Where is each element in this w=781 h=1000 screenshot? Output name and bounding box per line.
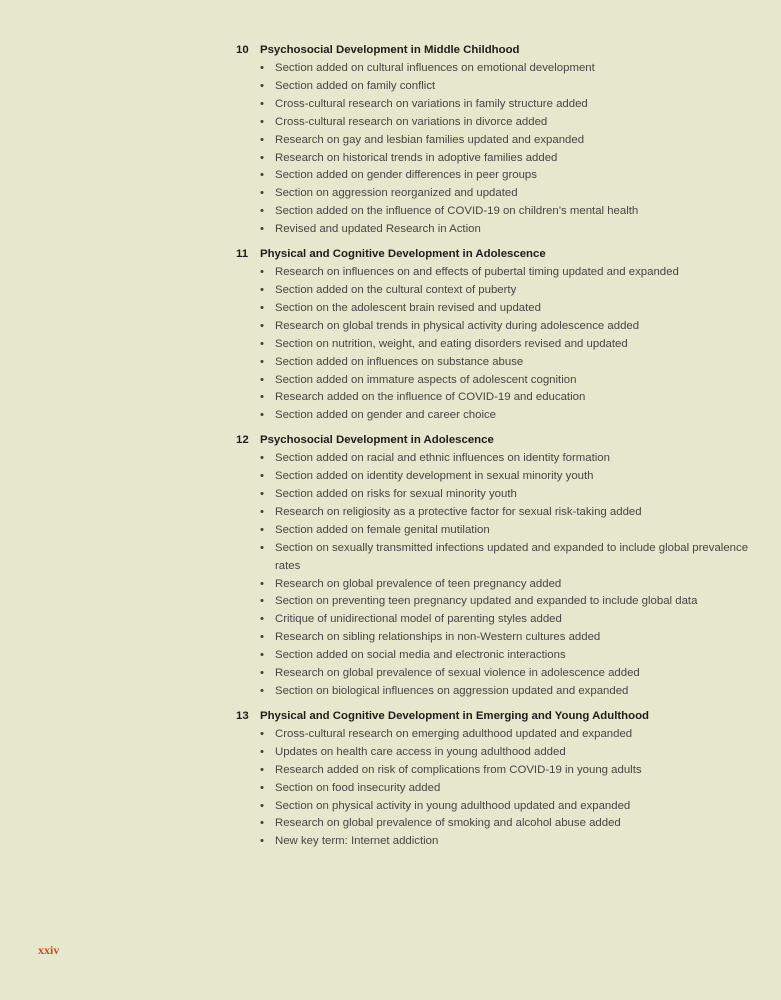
list-item: • Section added on female genital mutilation: [260, 522, 756, 540]
list-item: • Research on influences on and effects of pubertal timing updated and expanded: [260, 264, 756, 282]
list-item: • Updates on health care access in young adulthood added: [260, 744, 756, 762]
chapter-section: [236, 707, 756, 851]
list-item: • New key term: Internet addiction: [260, 833, 756, 851]
list-item: • Section on food insecurity added: [260, 780, 756, 798]
list-item: • Section on preventing teen pregnancy updated and expanded to include global data: [260, 593, 756, 611]
list-item: • Research added on the influence of COVID-19 and education: [260, 389, 756, 407]
chapter-heading: [236, 41, 756, 60]
chapter-section: [236, 41, 756, 239]
list-item: • Research on global prevalence of teen pregnancy added: [260, 576, 756, 594]
chapter-heading: [236, 431, 756, 450]
list-item: • Section added on cultural influences on emotional development: [260, 60, 756, 78]
list-item: • Section on the adolescent brain revised and updated: [260, 300, 756, 318]
change-list: [236, 726, 756, 851]
list-item: • Section on aggression reorganized and updated: [260, 185, 756, 203]
chapter-heading: [236, 707, 756, 726]
list-item: • Section added on racial and ethnic influences on identity formation: [260, 450, 756, 468]
list-item: • Section added on risks for sexual minority youth: [260, 486, 756, 504]
change-list: [236, 450, 756, 701]
change-list: [236, 264, 756, 425]
chapter-number: 12: [236, 434, 249, 447]
chapter-number: 11: [236, 248, 249, 261]
chapter-title: Psychosocial Development in Middle Childhood: [260, 44, 520, 56]
change-list: [236, 60, 756, 239]
list-item: • Research on global prevalence of sexual violence in adolescence added: [260, 665, 756, 683]
chapter-section: [236, 431, 756, 701]
chapter-heading: [236, 245, 756, 264]
chapter-title: Physical and Cognitive Development in Emerging and Young Adulthood: [260, 709, 649, 722]
list-item: • Revised and updated Research in Action: [260, 221, 756, 239]
list-item: • Section added on family conflict: [260, 78, 756, 96]
list-item: • Section on sexually transmitted infections updated and expanded to include global prevalence rates: [260, 540, 756, 576]
chapter-title: Physical and Cognitive Development in Adolescence: [260, 248, 546, 261]
page-number: xxiv: [38, 943, 60, 957]
list-item: • Research on global trends in physical activity during adolescence added: [260, 318, 756, 336]
list-item: • Section on nutrition, weight, and eating disorders revised and updated: [260, 336, 756, 354]
list-item: • Section on biological influences on aggression updated and expanded: [260, 683, 756, 701]
chapter-section: [236, 245, 756, 425]
list-item: • Cross-cultural research on emerging adulthood updated and expanded: [260, 726, 756, 744]
list-item: • Research on historical trends in adoptive families added: [260, 150, 756, 168]
chapter-number: 10: [236, 44, 249, 56]
list-item: • Section added on influences on substance abuse: [260, 354, 756, 372]
list-item: • Research added on risk of complications from COVID-19 in young adults: [260, 762, 756, 780]
list-item: • Cross-cultural research on variations in divorce added: [260, 114, 756, 132]
list-item: • Section added on identity development in sexual minority youth: [260, 468, 756, 486]
list-item: • Cross-cultural research on variations in family structure added: [260, 96, 756, 114]
chapter-title: Psychosocial Development in Adolescence: [260, 434, 494, 447]
chapter-changes-list: [236, 41, 756, 857]
list-item: • Section added on gender differences in peer groups: [260, 167, 756, 185]
list-item: • Section added on the influence of COVID-19 on children’s mental health: [260, 203, 756, 221]
list-item: • Section added on social media and electronic interactions: [260, 647, 756, 665]
list-item: • Research on religiosity as a protective factor for sexual risk-taking added: [260, 504, 756, 522]
list-item: • Section added on gender and career choice: [260, 407, 756, 425]
list-item: • Section added on immature aspects of adolescent cognition: [260, 372, 756, 390]
list-item: • Section added on the cultural context of puberty: [260, 282, 756, 300]
list-item: • Research on gay and lesbian families updated and expanded: [260, 132, 756, 150]
chapter-number: 13: [236, 709, 249, 722]
list-item: • Critique of unidirectional model of parenting styles added: [260, 611, 756, 629]
list-item: • Research on sibling relationships in non-Western cultures added: [260, 629, 756, 647]
list-item: • Section on physical activity in young adulthood updated and expanded: [260, 798, 756, 816]
list-item: • Research on global prevalence of smoking and alcohol abuse added: [260, 815, 756, 833]
